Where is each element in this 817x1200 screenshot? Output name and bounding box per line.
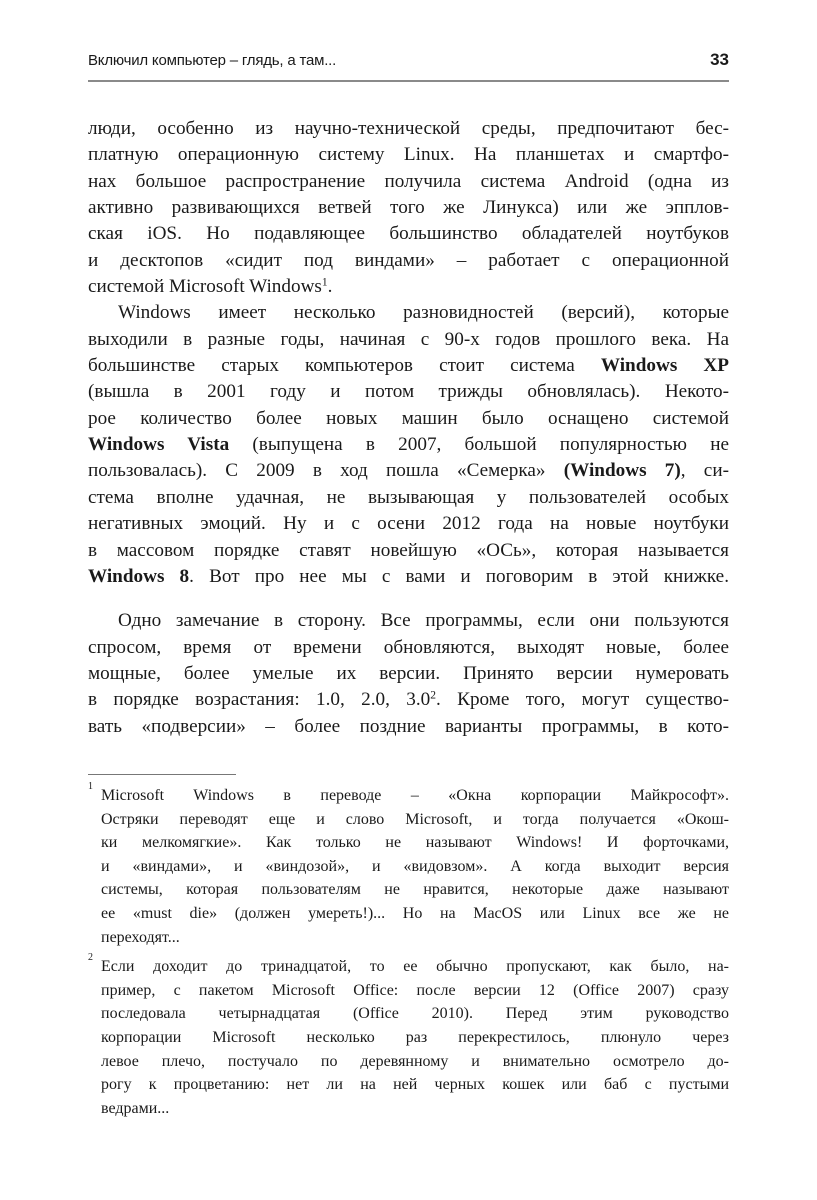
- text-line: [88, 564, 729, 590]
- footnote-line: рогу к процветанию: нет ли на ней черных кошек или баб с пустыми: [101, 1076, 729, 1094]
- text-segment: люди, особенно из научно-технической среды, предпочитают бес-: [88, 118, 729, 139]
- text-line: [88, 379, 729, 405]
- footnote-mark: 1: [88, 781, 93, 792]
- footnotes: [88, 781, 729, 1126]
- text-line: [88, 511, 729, 537]
- text-line: [88, 248, 729, 274]
- text-line: [88, 142, 729, 168]
- footnote-mark: 2: [88, 952, 93, 964]
- text-line: [88, 687, 729, 713]
- text-segment: в порядке возрастания: 1.0, 2.0, 3.0: [88, 689, 431, 711]
- footnote-line: левое плечо, постучало по деревянному и внимательно осмотрело до-: [101, 1052, 729, 1070]
- text-segment: (выпущена в 2007, большой популярностью не: [229, 434, 729, 456]
- text-segment: рое количество более новых машин было оснащено системой: [88, 407, 729, 429]
- text-segment: в массовом порядке ставят новейшую «ОСь», которая называется: [88, 539, 729, 561]
- text-segment: (вышла в 2001 году и потом трижды обновлялась). Некото-: [88, 381, 729, 403]
- text-line: [88, 116, 729, 142]
- text-segment: Одно замечание в сторону. Все программы, если они пользуются: [118, 610, 729, 632]
- body-text: [88, 116, 729, 740]
- bold-text: Windows XP: [600, 355, 729, 377]
- footnote-line: ки мелкомягкие». Как только не называют Windows! И форточками,: [101, 834, 729, 852]
- footnote-line: последовала четырнадцатая (Office 2010). Перед этим руководство: [101, 1005, 729, 1023]
- footnote-line: переходят...: [101, 928, 180, 946]
- bold-text: (Windows 7): [563, 460, 681, 482]
- footnote-line: Если доходит до тринадцатой, то ее обычно пропускают, как было, на-: [101, 958, 729, 976]
- footnote-line: корпорации Microsoft несколько раз перекрестилось, плюнуло через: [101, 1028, 729, 1046]
- text-segment: стема вполне удачная, не вызывающая у пользователей особых: [88, 486, 729, 508]
- bold-text: Windows 8: [88, 565, 190, 587]
- text-line: [88, 714, 729, 740]
- text-segment: . Кроме того, могут существо-: [436, 689, 729, 711]
- text-segment: Windows имеет несколько разновидностей (версий), которые: [118, 302, 729, 324]
- running-title: Включил компьютер – глядь, а там...: [88, 52, 337, 69]
- text-segment: ская iOS. Но подавляющее большинство обладателей ноутбуков: [88, 223, 729, 245]
- footnote-line: ведрами...: [101, 1099, 170, 1117]
- footnote-divider: [88, 774, 236, 775]
- page-number: 33: [710, 50, 729, 69]
- running-header: [88, 50, 729, 82]
- footnote-line: пример, с пакетом Microsoft Office: после версии 12 (Office 2007) сразу: [101, 981, 729, 999]
- bold-text: Windows Vista: [88, 434, 230, 456]
- text-segment: негативных эмоций. Ну и с осени 2012 года на новые ноутбуки: [88, 513, 729, 535]
- text-segment: большинстве старых компьютеров стоит система: [88, 355, 601, 377]
- footnote-line: и «виндами», и «виндозой», и «видовзом». А когда выходит версия: [101, 857, 729, 875]
- text-line: [88, 353, 729, 379]
- text-line: [88, 458, 729, 484]
- text-line: [88, 169, 729, 195]
- text-line: [88, 221, 729, 247]
- text-segment: вать «подверсии» – более поздние варианты программы, в кото-: [88, 715, 729, 737]
- text-segment: мощные, более умелые их версии. Принято версии нумеровать: [88, 662, 729, 684]
- text-segment: спросом, время от времени обновляются, выходят новые, более: [88, 636, 729, 658]
- footnote-line: Microsoft Windows в переводе – «Окна корпорации Майкрософт».: [101, 787, 729, 804]
- text-line: [88, 195, 729, 221]
- text-line: [88, 406, 729, 432]
- text-line: [88, 300, 729, 326]
- text-line: [88, 327, 729, 353]
- text-segment: . Вот про нее мы с вами и поговорим в этой книжке.: [189, 565, 729, 587]
- text-segment: системой Microsoft Windows: [88, 276, 322, 298]
- footnote: [88, 781, 729, 949]
- text-line: [88, 432, 729, 458]
- footnote-reference: 2: [430, 689, 437, 702]
- text-segment: платную операционную систему Linux. На планшетах и смартфо-: [88, 144, 729, 166]
- text-segment: .: [327, 276, 333, 298]
- text-segment: выходили в разные годы, начиная с 90-х годов прошлого века. На: [88, 328, 729, 350]
- paragraph: [88, 608, 729, 740]
- text-line: [88, 485, 729, 511]
- footnote-reference: 1: [321, 276, 328, 289]
- footnote-line: Остряки переводят еще и слово Microsoft, и тогда получается «Окош-: [101, 810, 729, 828]
- footnote: [88, 952, 729, 1120]
- text-line: [88, 274, 729, 300]
- text-segment: , си-: [680, 460, 729, 482]
- paragraph: [88, 300, 729, 590]
- text-segment: пользовалась). С 2009 в ход пошла «Семерка»: [88, 460, 564, 482]
- text-line: [88, 608, 729, 634]
- text-line: [88, 538, 729, 564]
- paragraph: [88, 116, 729, 300]
- text-segment: активно развивающихся ветвей того же Линукса) или же эпплов-: [88, 197, 729, 219]
- footnote-line: системы, которая пользователям не нравится, некоторые даже называют: [101, 881, 729, 899]
- text-segment: нах большое распространение получила система Android (одна из: [88, 170, 729, 192]
- text-segment: и десктопов «сидит под виндами» – работает с операционной: [88, 249, 729, 271]
- text-line: [88, 661, 729, 687]
- text-line: [88, 635, 729, 661]
- footnote-line: ее «must die» (должен умереть!)... Но на MacOS или Linux все же не: [101, 904, 729, 922]
